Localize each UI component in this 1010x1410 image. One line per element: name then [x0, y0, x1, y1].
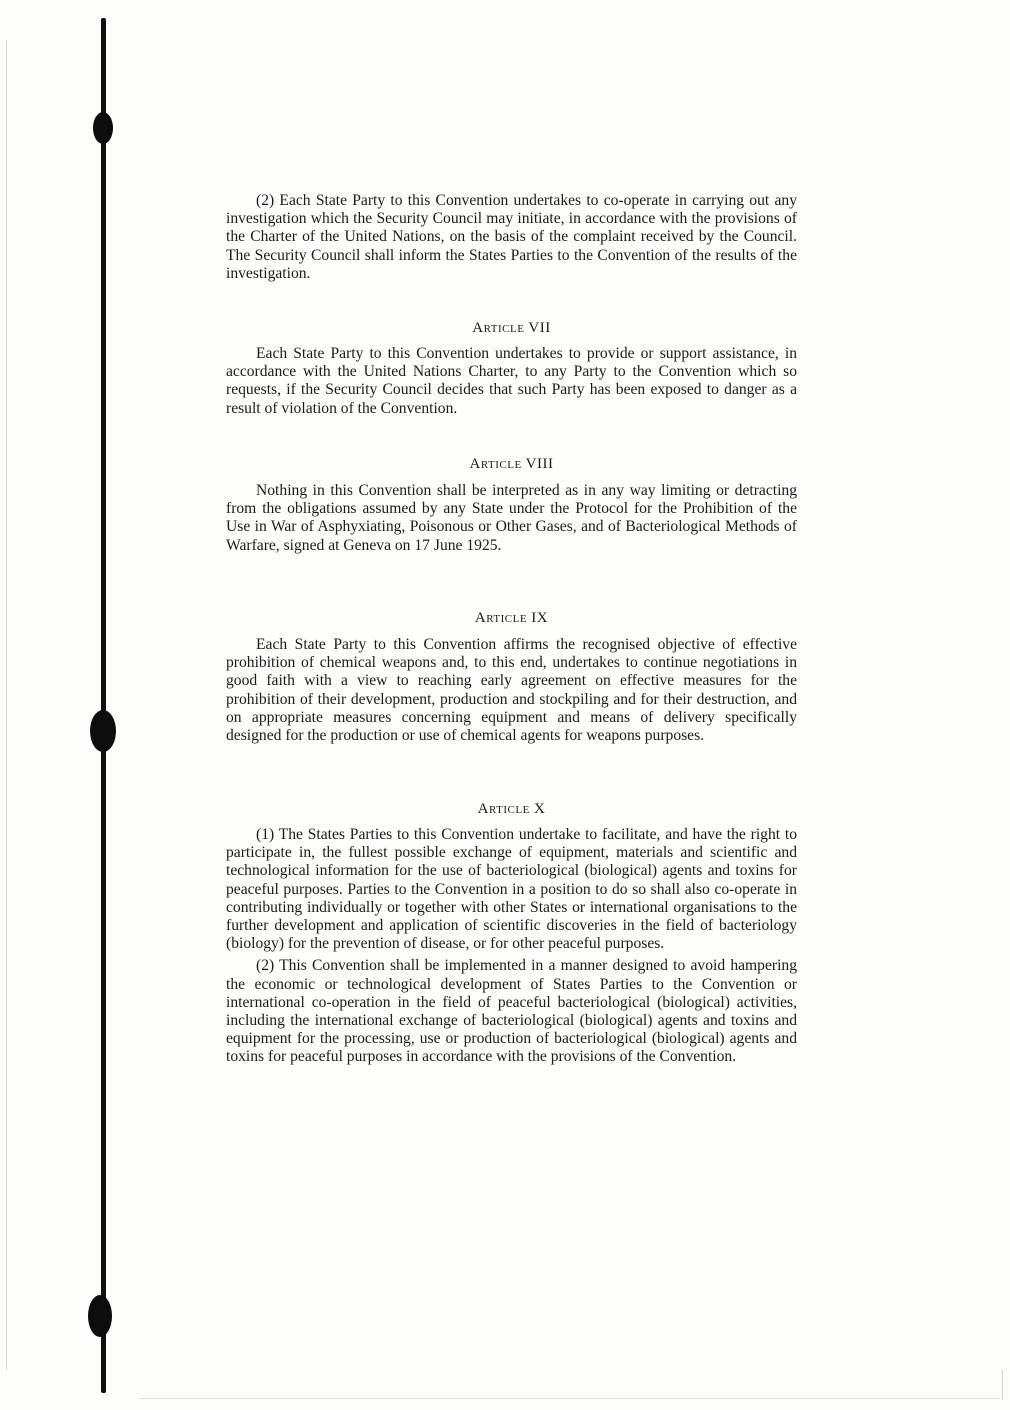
article-viii-section — [226, 482, 797, 555]
article-x-paragraph-1: (1) The States Parties to this Convention undertake to facilitate, and have the right to participate in, the fullest possible exchange of equipment, materials and scientific and technological information for the use of bacteriological (biological) agents and toxins for peaceful purposes. Parties to the Convention in a position to do so shall also co-operate in contributing individually or together with other States or international organisations to the further development and application of scientific discoveries in the field of bacteriology (biology) for the prevention of disease, or for other peaceful purposes. — [226, 826, 797, 953]
punch-hole-middle — [90, 710, 116, 752]
article-vi-section — [226, 192, 797, 283]
article-viii-heading: Article VIII — [469, 456, 554, 472]
article-x-heading: Article X — [477, 801, 546, 817]
article-vi-paragraph-2: (2) Each State Party to this Convention undertakes to co-operate in carrying out any investigation which the Security Council may initiate, in accordance with the provisions of the Charter of the United Nations, on the basis of the complaint received by the Council. The Security Council shall inform the States Parties to the Convention of the results of the investigation. — [226, 192, 797, 282]
page-right-edge — [1002, 1370, 1003, 1400]
article-vii-heading: Article VII — [472, 320, 551, 336]
article-ix-text: Each State Party to this Convention affirms the recognised objective of effective prohibition of chemical weapons and, to this end, undertakes to continue negotiations in good faith with a view to reaching early agreement on effective measures for the prohibition of their development, production and stockpiling and for their destruction, and on appropriate measures concerning equipment and means of delivery specifically designed for the production or use of chemical agents for weapons purposes. — [226, 636, 797, 745]
article-x-section — [226, 826, 797, 1067]
page-edge-line — [6, 40, 7, 1370]
article-x-paragraph-2: (2) This Convention shall be implemented in a manner designed to avoid hampering the economic or technological development of States Parties to the Convention or international co-operation in the field of peaceful bacteriological (biological) activities, including the international exchange of bacteriological (biological) agents and toxins and equipment for the processing, use or production of bacteriological (biological) agents and toxins for peaceful purposes in accordance with the provisions of the Convention. — [226, 957, 797, 1066]
punch-hole-top — [93, 112, 113, 144]
binding-strip — [101, 18, 106, 1393]
article-vii-section — [226, 345, 797, 418]
punch-hole-bottom — [88, 1295, 112, 1337]
article-viii-text: Nothing in this Convention shall be interpreted as in any way limiting or detracting from the obligations assumed by any State under the Protocol for the Prohibition of the Use in War of Asphyxiating, Poisonous or Other Gases, and of Bacteriological Methods of Warfare, signed at Geneva on 17 June 1925. — [226, 482, 797, 554]
article-ix-heading: Article IX — [474, 610, 549, 626]
article-ix-section — [226, 636, 797, 745]
page-bottom-edge — [140, 1398, 1000, 1399]
article-vii-text: Each State Party to this Convention undertakes to provide or support assistance, in accordance with the United Nations Charter, to any Party to the Convention which so requests, if the Security Council decides that such Party has been exposed to danger as a result of violation of the Convention. — [226, 345, 797, 417]
